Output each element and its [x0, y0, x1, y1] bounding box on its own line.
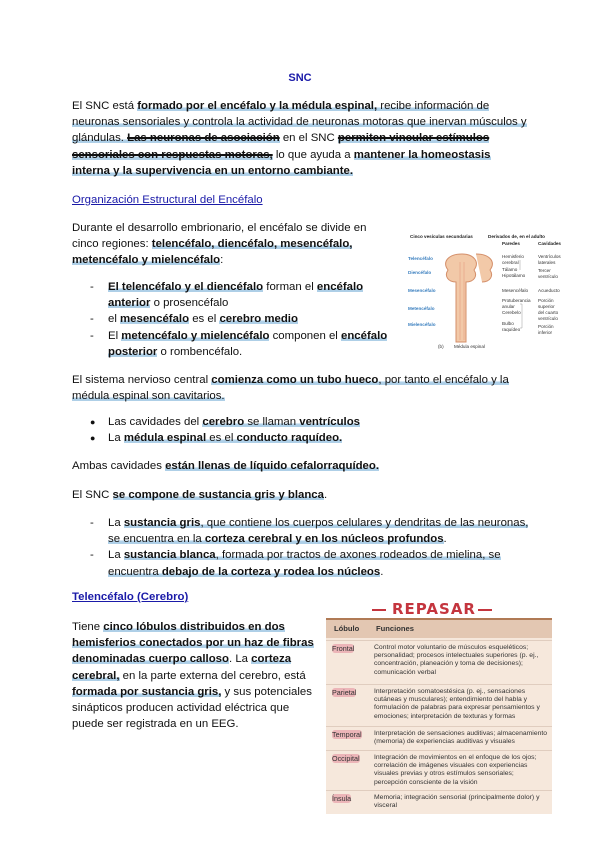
- table-row: [326, 750, 552, 791]
- list-text-1: La: [108, 432, 124, 445]
- fig-wall-label: Protuberancia anular: [502, 298, 531, 309]
- p5-text-2: .: [323, 489, 328, 501]
- p3-bold-1: comienza como un tubo hueco: [211, 374, 379, 386]
- list-bold-1: mesencéfalo: [120, 313, 190, 326]
- p2-bold-1: telencéfalo, diencéfalo, mesencéfalo, metencéfalo y mielencéfalo: [72, 238, 353, 267]
- list-text-1: Las cavidades del: [108, 416, 203, 428]
- fig-cavity-label: Porción inferior: [538, 324, 554, 335]
- paragraph-tubo-hueco: [72, 372, 542, 404]
- paragraph-telencefalo: [72, 619, 320, 732]
- list-mark: ●: [90, 433, 96, 444]
- list-bold-1: sustancia blanca: [123, 549, 216, 562]
- repasar-dash-right: [478, 609, 492, 611]
- p5-text-1: El SNC: [72, 489, 113, 501]
- list-item: [72, 547, 536, 579]
- fig-cavity-label: del cuarto ventrículo: [538, 310, 559, 321]
- p3-text-1: El sistema nervioso central: [72, 374, 212, 386]
- fig-vesicle-label: Diencéfalo: [408, 270, 432, 275]
- intro-text-2: recibe información de neuronas sensoriales y controla la actividad de neuronas motoras que inervan músculos y glándulas.: [72, 100, 527, 145]
- p6-bold-3: formada por sustancia gris,: [72, 685, 222, 698]
- list-bold-1: metencéfalo y mielencéfalo: [121, 329, 270, 342]
- table-header: [326, 620, 552, 638]
- p2-text-1: Durante el desarrollo embrionario, el encéfalo se divide en cinco regiones:: [72, 222, 367, 251]
- list-text-3: .: [380, 565, 384, 578]
- list-text-1: es el: [189, 313, 220, 326]
- paragraph-cavidades-llenas: [72, 458, 542, 474]
- heading-organizacion: Organización Estructural del Encéfalo: [72, 194, 263, 206]
- lobe-functions: Interpretación somatoestésica (p. ej., sensaciones cutáneas y musculares); entendimiento del habla y formulación de palabras para expresar pensamientos y emociones; interpretación de texturas y formas: [374, 688, 540, 720]
- list-text-0: El: [108, 329, 122, 342]
- list-text-1: forman el: [263, 281, 317, 293]
- list-mark: -: [90, 329, 94, 342]
- fig-vesicle-label: Metencéfalo: [408, 306, 435, 311]
- fig-col-cavities: Cavidades: [538, 241, 561, 246]
- p3-text-2: , por tanto el encéfalo y la médula espinal son cavitarios.: [72, 374, 509, 403]
- list-bold-1: sustancia gris: [123, 517, 201, 529]
- list-item: [72, 515, 536, 547]
- repasar-annotation: REPASAR: [392, 600, 476, 618]
- list-bold-1: El telencéfalo y el diencéfalo: [108, 281, 264, 293]
- lobe-functions: Control motor voluntario de músculos esqueléticos; personalidad; procesos intelectuales superiores (p. ej., concentración, planeación y toma de decisiones); comunicación verbal: [374, 644, 539, 676]
- list-text-2: o prosencéfalo: [150, 297, 229, 310]
- fig-vesicle-label: Telencéfalo: [408, 256, 433, 261]
- list-bold-2: debajo de la corteza y rodea los núcleos: [161, 565, 381, 578]
- lobe-functions: Integración de movimientos en el enfoque de los ojos; correlación de imágenes visuales con experiencias visuales previas y otros estímulos sensoriales; percepción consciente de la visión: [374, 754, 537, 786]
- list-text-0: el: [108, 313, 121, 326]
- fig-vesicle-label: Mesencéfalo: [408, 288, 436, 293]
- fig-header-right: Derivados de, en el adulto: [488, 234, 545, 239]
- p6-text-4: y sus potenciales sinápticos producen actividad eléctrica que puede ser registrada en un EEG.: [72, 685, 312, 731]
- fig-wall-label: Bulbo raquídeo: [502, 321, 521, 332]
- lobe-name: Occipital: [332, 754, 360, 763]
- intro-text-1: El SNC está: [72, 100, 138, 112]
- list-text-2: se llaman: [244, 416, 300, 428]
- list-mark: -: [90, 549, 94, 562]
- list-bold-2: cerebro medio: [219, 313, 298, 326]
- fig-wall-label: Hipotálamo: [502, 273, 526, 278]
- lobe-function-table: [326, 618, 552, 814]
- list-text-2: , que contiene los cuerpos celulares y dendritas de las neuronas, se encuentra en la: [108, 517, 529, 546]
- fig-vesicle-label: Mielencéfalo: [408, 322, 436, 327]
- list-bold-2: encéfalo posterior: [108, 329, 388, 358]
- repasar-dash-left: [372, 609, 386, 611]
- p5-bold-1: se compone de sustancia gris y blanca: [112, 489, 324, 501]
- paragraph-desarrollo: [72, 220, 392, 269]
- fig-wall-label: Tálamo: [502, 267, 518, 272]
- lobe-name: Parietal: [332, 688, 357, 697]
- vesicle-figure: [404, 232, 564, 352]
- list-item: [72, 414, 532, 430]
- fig-cavity-label: Ventrículos laterales: [538, 254, 561, 265]
- p6-bold-2: corteza cerebral,: [72, 653, 292, 682]
- lobe-functions: Interpretación de sensaciones auditivas; almacenamiento (memoria) de experiencias auditivas y visuales: [374, 730, 548, 746]
- p6-text-2: . La: [228, 653, 252, 666]
- list-mark: -: [90, 281, 94, 293]
- list-text-2: o rombencéfalo.: [157, 345, 243, 358]
- p6-text-1: Tiene: [72, 621, 104, 633]
- intro-text-4: lo que ayuda a: [272, 148, 354, 161]
- list-text-2: es el: [206, 432, 237, 445]
- intro-paragraph: [72, 98, 530, 179]
- table-row: [326, 790, 552, 813]
- intro-bold-3: permiten vincular estímulos sensoriales con respuestas motoras,: [72, 132, 490, 161]
- list-item: [72, 311, 392, 327]
- lobe-name: Temporal: [332, 730, 362, 739]
- table-row: [326, 684, 552, 727]
- list-text-1: La: [108, 517, 124, 529]
- fig-wall-label: Mesencéfalo: [502, 288, 529, 293]
- list-bold-1: médula espinal: [123, 432, 207, 445]
- lobe-functions: Memoria; integración sensorial (principalmente dolor) y visceral: [374, 794, 540, 810]
- list-text-1: La: [108, 549, 124, 562]
- intro-bold-4: mantener la homeostasis interna y la supervivencia en un entorno cambiante.: [72, 148, 491, 177]
- list-text-1: componen el: [269, 329, 341, 342]
- p2-text-2: :: [220, 254, 224, 267]
- paragraph-sustancia: [72, 487, 542, 503]
- list-item: [72, 328, 392, 360]
- list-bold-2: conducto raquídeo.: [236, 432, 343, 445]
- lobe-name: Frontal: [332, 644, 355, 653]
- fig-col-walls: Paredes: [502, 241, 520, 246]
- fig-cavity-label: Porción superior: [538, 298, 555, 309]
- fig-header-left: Cinco vesículas secundarias: [410, 234, 473, 239]
- list-cavidades: [72, 414, 532, 446]
- fig-caption-b: (b): [438, 344, 444, 349]
- col-lobe-header: Lóbulo: [334, 624, 360, 633]
- p4-bold-1: están llenas de líquido cefalorraquídeo.: [165, 460, 380, 472]
- intro-text-3: en el SNC: [279, 132, 338, 145]
- p4-text-1: Ambas cavidades: [72, 460, 166, 472]
- list-mark: -: [90, 313, 94, 326]
- table-row: [326, 640, 552, 685]
- list-bold-1: cerebro: [202, 416, 245, 428]
- page-title: SNC: [288, 72, 312, 84]
- intro-bold-2: Las neuronas de asociación: [127, 132, 280, 145]
- list-item: [72, 279, 392, 311]
- fig-wall-label: Cerebelo: [502, 310, 521, 315]
- list-bold-2: encéfalo anterior: [108, 281, 364, 310]
- p6-bold-1: cinco lóbulos distribuidos en dos hemisferios conectados por un haz de fibras denominadas cuerpo calloso: [72, 621, 314, 666]
- fig-cavity-label: Tercer ventrículo: [538, 268, 558, 279]
- col-func-header: Funciones: [376, 624, 414, 633]
- list-mark: -: [90, 517, 94, 529]
- list-item: [72, 430, 532, 446]
- list-text-2: , formada por tractos de axones rodeados de mielina, se encuentra: [108, 549, 501, 578]
- list-text-3: .: [443, 533, 447, 546]
- lobe-name: Ínsula: [332, 794, 352, 803]
- list-bold-2: ventrículos: [299, 416, 361, 428]
- list-divisiones: [72, 279, 392, 360]
- table-row: [326, 726, 552, 751]
- intro-bold-1: formado por el encéfalo y la médula espinal,: [137, 100, 378, 112]
- fig-cavity-label: Acueducto: [538, 288, 560, 293]
- p6-text-3: en la parte externa del cerebro, está: [119, 669, 306, 682]
- list-mark: ●: [90, 417, 96, 427]
- list-sustancias: [72, 515, 536, 580]
- fig-caption: Médula espinal: [454, 344, 485, 349]
- list-bold-2: corteza cerebral y en los núcleos profundos: [204, 533, 444, 546]
- heading-telencefalo: Telencéfalo (Cerebro): [72, 591, 189, 603]
- fig-wall-label: Hemisferio cerebral: [502, 254, 524, 265]
